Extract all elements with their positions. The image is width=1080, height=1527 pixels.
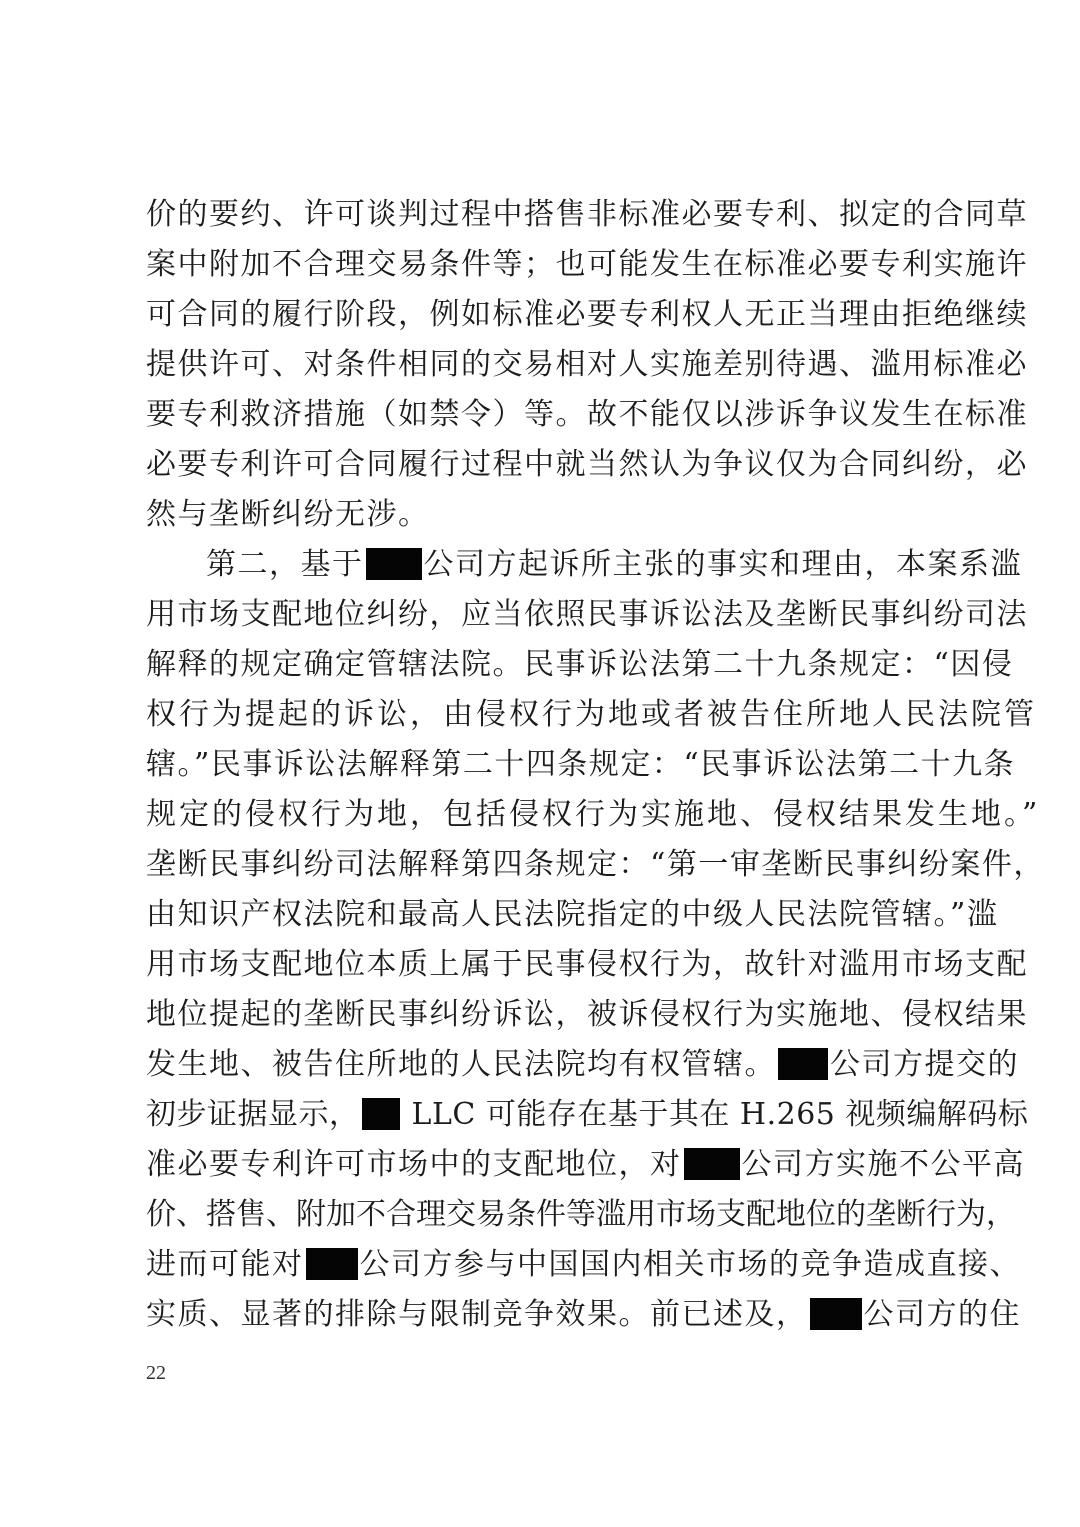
text-segment: 价的要约、许可谈判过程中搭售非标准必要专利、拟定的合同草 (146, 197, 1028, 232)
text-segment: 公司方提交的 (830, 1047, 1019, 1082)
redaction-block (306, 1248, 358, 1280)
text-segment: 用市场支配地位纠纷，应当依照民事诉讼法及垄断民事纠纷司法 (146, 597, 1028, 632)
text-segment: 规定的侵权行为地，包括侵权行为实施地、侵权结果发生地。” (146, 797, 1041, 832)
text-line (146, 342, 1028, 388)
text-segment: 然与垄断纠纷无涉。 (146, 497, 430, 532)
text-line (146, 1092, 1029, 1138)
text-line (146, 792, 1041, 838)
text-segment: 案中附加不合理交易条件等；也可能发生在标准必要专利实施许 (146, 247, 1028, 282)
text-segment: 用市场支配地位本质上属于民事侵权行为，故针对滥用市场支配 (146, 947, 1028, 982)
text-line (146, 492, 946, 538)
text-segment: 要专利救济措施（如禁令）等。故不能仅以涉诉争议发生在标准 (146, 397, 1028, 432)
text-segment: 垄断民事纠纷司法解释第四条规定：“第一审垄断民事纠纷案件， (146, 847, 1045, 882)
text-line (206, 542, 1022, 588)
text-line (146, 192, 1028, 238)
text-segment: 权行为提起的诉讼，由侵权行为地或者被告住所地人民法院管 (146, 697, 1037, 732)
text-segment: 发生地、被告住所地的人民法院均有权管辖。 (146, 1047, 776, 1082)
redaction-block (778, 1048, 828, 1080)
text-line (146, 392, 1028, 438)
text-segment: 第二，基于 (206, 547, 364, 582)
text-segment: 辖。”民事诉讼法解释第二十四条规定：“民事诉讼法第二十九条 (146, 747, 1016, 782)
text-line (146, 292, 1028, 338)
redaction-block (810, 1298, 862, 1330)
text-line (146, 692, 1037, 738)
text-segment: 由知识产权法院和最高人民法院指定的中级人民法院管辖。”滥 (146, 897, 999, 932)
text-line (146, 1192, 1016, 1238)
redaction-block (684, 1148, 740, 1180)
text-segment: 公司方起诉所主张的事实和理由，本案系滥 (423, 547, 1022, 582)
text-segment: 公司方实施不公平高 (741, 1147, 1025, 1182)
text-segment: 价、搭售、附加不合理交易条件等滥用市场支配地位的垄断行为， (146, 1197, 1016, 1232)
text-line (146, 592, 1028, 638)
text-segment: 准必要专利许可市场中的支配地位，对 (146, 1147, 682, 1182)
text-line (146, 742, 1016, 788)
text-segment: 可合同的履行阶段，例如标准必要专利权人无正当理由拒绝继续 (146, 297, 1028, 332)
text-segment: 地位提起的垄断民事纠纷诉讼，被诉侵权行为实施地、侵权结果 (146, 997, 1028, 1032)
text-segment: LLC 可能存在基于其在 H.265 视频编解码标 (401, 1097, 1029, 1132)
text-segment: 初步证据显示， (146, 1097, 360, 1132)
text-segment: 公司方参与中国国内相关市场的竞争造成直接、 (359, 1247, 1021, 1282)
text-line (146, 942, 1028, 988)
text-line (146, 892, 999, 938)
text-line (146, 842, 1045, 888)
text-line (146, 242, 1028, 288)
page-number: 22 (146, 1362, 166, 1384)
text-line (146, 992, 1028, 1038)
text-line (146, 642, 1014, 688)
text-line (146, 1242, 1021, 1288)
text-segment: 实质、显著的排除与限制竞争效果。前已述及， (146, 1297, 808, 1332)
text-line (146, 1142, 1025, 1188)
text-segment: 解释的规定确定管辖法院。民事诉讼法第二十九条规定：“因侵 (146, 647, 1014, 682)
text-line (146, 1042, 1019, 1088)
redaction-block (362, 1098, 400, 1130)
text-segment: 提供许可、对条件相同的交易相对人实施差别待遇、滥用标准必 (146, 347, 1028, 382)
text-segment: 公司方的住 (863, 1297, 1021, 1332)
text-segment: 进而可能对 (146, 1247, 304, 1282)
redaction-block (366, 548, 422, 580)
text-line (146, 1292, 1021, 1338)
text-line (146, 442, 1028, 488)
text-segment: 必要专利许可合同履行过程中就当然认为争议仅为合同纠纷，必 (146, 447, 1028, 482)
